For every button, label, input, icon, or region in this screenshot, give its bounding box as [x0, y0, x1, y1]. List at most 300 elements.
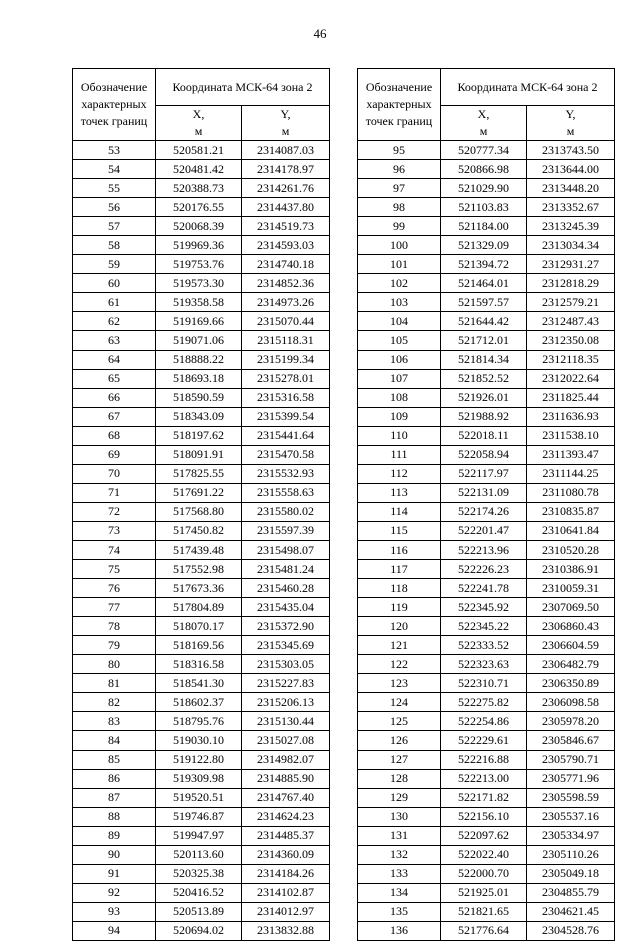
point-number-cell: 56 [73, 198, 156, 217]
table-row [358, 579, 615, 598]
header-point-label: Обозначение характерных точек границ [358, 69, 441, 141]
table-row [358, 769, 615, 788]
header-x-cell [441, 106, 527, 141]
point-number-cell: 127 [358, 750, 441, 769]
header-y-cell [527, 106, 615, 141]
y-coordinate-cell: 2305110.26 [527, 845, 615, 864]
point-number-cell: 83 [73, 712, 156, 731]
y-coordinate-cell: 2311393.47 [527, 445, 615, 464]
y-coordinate-cell: 2306604.59 [527, 636, 615, 655]
table-row [73, 464, 330, 483]
y-coordinate-cell: 2314767.40 [242, 788, 330, 807]
table-row [358, 179, 615, 198]
table-row [73, 693, 330, 712]
y-coordinate-cell: 2314852.36 [242, 274, 330, 293]
x-coordinate-cell: 522171.82 [441, 788, 527, 807]
point-number-cell: 135 [358, 902, 441, 921]
table-row [73, 350, 330, 369]
y-coordinate-cell: 2315481.24 [242, 560, 330, 579]
x-coordinate-cell: 522213.00 [441, 769, 527, 788]
table-row [73, 540, 330, 559]
table-row [73, 617, 330, 636]
y-coordinate-cell: 2313034.34 [527, 236, 615, 255]
table-row [358, 521, 615, 540]
y-coordinate-cell: 2315441.64 [242, 426, 330, 445]
table-body-left [73, 141, 330, 941]
table-row [358, 464, 615, 483]
x-coordinate-cell: 518602.37 [156, 693, 242, 712]
table-row [73, 426, 330, 445]
y-coordinate-cell: 2313832.88 [242, 921, 330, 940]
table-row [358, 407, 615, 426]
point-number-cell: 70 [73, 464, 156, 483]
x-coordinate-cell: 521184.00 [441, 217, 527, 236]
y-coordinate-cell: 2312487.43 [527, 312, 615, 331]
table-row [73, 369, 330, 388]
point-number-cell: 82 [73, 693, 156, 712]
table-row [358, 141, 615, 160]
y-coordinate-cell: 2311538.10 [527, 426, 615, 445]
point-number-cell: 78 [73, 617, 156, 636]
y-coordinate-cell: 2315372.90 [242, 617, 330, 636]
point-number-cell: 72 [73, 502, 156, 521]
table-row [73, 407, 330, 426]
y-coordinate-cell: 2304528.76 [527, 921, 615, 940]
y-coordinate-cell: 2314982.07 [242, 750, 330, 769]
y-coordinate-cell: 2310059.31 [527, 579, 615, 598]
point-number-cell: 69 [73, 445, 156, 464]
x-coordinate-cell: 518070.17 [156, 617, 242, 636]
y-coordinate-cell: 2304621.45 [527, 902, 615, 921]
table-row [73, 769, 330, 788]
x-coordinate-cell: 517552.98 [156, 560, 242, 579]
x-coordinate-cell: 519746.87 [156, 807, 242, 826]
point-number-cell: 85 [73, 750, 156, 769]
table-row [73, 674, 330, 693]
page-number: 46 [313, 26, 327, 41]
table-row [73, 750, 330, 769]
table-row [73, 826, 330, 845]
point-number-cell: 80 [73, 655, 156, 674]
x-coordinate-cell: 519030.10 [156, 731, 242, 750]
x-coordinate-cell: 521776.64 [441, 921, 527, 940]
table-row [358, 160, 615, 179]
point-number-cell: 76 [73, 579, 156, 598]
table-row [358, 445, 615, 464]
table-row [73, 312, 330, 331]
x-coordinate-cell: 520694.02 [156, 921, 242, 940]
table-row [358, 350, 615, 369]
x-coordinate-cell: 522275.82 [441, 693, 527, 712]
point-number-cell: 87 [73, 788, 156, 807]
x-coordinate-cell: 521103.83 [441, 198, 527, 217]
point-number-cell: 107 [358, 369, 441, 388]
table-row [358, 236, 615, 255]
x-coordinate-cell: 522254.86 [441, 712, 527, 731]
point-number-cell: 134 [358, 883, 441, 902]
y-coordinate-cell: 2315399.54 [242, 407, 330, 426]
y-coordinate-cell: 2314437.80 [242, 198, 330, 217]
x-coordinate-cell: 522345.22 [441, 617, 527, 636]
y-coordinate-cell: 2305978.20 [527, 712, 615, 731]
y-coordinate-cell: 2306482.79 [527, 655, 615, 674]
y-coordinate-cell: 2305049.18 [527, 864, 615, 883]
point-number-cell: 63 [73, 331, 156, 350]
y-coordinate-cell: 2315227.83 [242, 674, 330, 693]
x-coordinate-cell: 519969.36 [156, 236, 242, 255]
y-coordinate-cell: 2314184.26 [242, 864, 330, 883]
x-coordinate-cell: 517691.22 [156, 483, 242, 502]
x-coordinate-cell: 522117.97 [441, 464, 527, 483]
y-coordinate-cell: 2311825.44 [527, 388, 615, 407]
y-coordinate-cell: 2311144.25 [527, 464, 615, 483]
point-number-cell: 60 [73, 274, 156, 293]
x-coordinate-cell: 518091.91 [156, 445, 242, 464]
point-number-cell: 117 [358, 560, 441, 579]
x-coordinate-cell: 522241.78 [441, 579, 527, 598]
table-row [358, 598, 615, 617]
point-number-cell: 125 [358, 712, 441, 731]
y-coordinate-cell: 2314519.73 [242, 217, 330, 236]
y-coordinate-cell: 2315532.93 [242, 464, 330, 483]
point-number-cell: 65 [73, 369, 156, 388]
x-coordinate-cell: 520581.21 [156, 141, 242, 160]
x-coordinate-cell: 521394.72 [441, 255, 527, 274]
y-coordinate-cell: 2315345.69 [242, 636, 330, 655]
x-coordinate-cell: 521029.90 [441, 179, 527, 198]
y-coordinate-cell: 2314102.87 [242, 883, 330, 902]
header-point-label: Обозначение характерных точек границ [73, 69, 156, 141]
x-coordinate-cell: 521329.09 [441, 236, 527, 255]
x-coordinate-cell: 519753.76 [156, 255, 242, 274]
y-coordinate-cell: 2315118.31 [242, 331, 330, 350]
table-row [358, 883, 615, 902]
point-number-cell: 75 [73, 560, 156, 579]
x-coordinate-cell: 520866.98 [441, 160, 527, 179]
x-coordinate-cell: 522018.11 [441, 426, 527, 445]
point-number-cell: 129 [358, 788, 441, 807]
coordinates-table-left [72, 68, 330, 941]
x-coordinate-cell: 520513.89 [156, 902, 242, 921]
y-coordinate-cell: 2306350.89 [527, 674, 615, 693]
table-row [73, 560, 330, 579]
table-row [358, 540, 615, 559]
point-number-cell: 74 [73, 540, 156, 559]
y-coordinate-cell: 2315580.02 [242, 502, 330, 521]
x-coordinate-cell: 522000.70 [441, 864, 527, 883]
point-number-cell: 84 [73, 731, 156, 750]
table-row [358, 864, 615, 883]
point-number-cell: 119 [358, 598, 441, 617]
point-number-cell: 90 [73, 845, 156, 864]
y-coordinate-cell: 2313644.00 [527, 160, 615, 179]
y-coordinate-cell: 2307069.50 [527, 598, 615, 617]
table-row [358, 617, 615, 636]
x-coordinate-cell: 522229.61 [441, 731, 527, 750]
y-coordinate-cell: 2310520.28 [527, 540, 615, 559]
y-coordinate-cell: 2306098.58 [527, 693, 615, 712]
point-number-cell: 101 [358, 255, 441, 274]
table-row [358, 293, 615, 312]
x-coordinate-cell: 520481.42 [156, 160, 242, 179]
x-coordinate-cell: 518693.18 [156, 369, 242, 388]
table-row [73, 141, 330, 160]
table-row [358, 712, 615, 731]
x-coordinate-cell: 522022.40 [441, 845, 527, 864]
y-coordinate-cell: 2310641.84 [527, 521, 615, 540]
x-coordinate-cell: 517825.55 [156, 464, 242, 483]
table-row [358, 788, 615, 807]
y-coordinate-cell: 2314485.37 [242, 826, 330, 845]
x-coordinate-cell: 521464.01 [441, 274, 527, 293]
point-number-cell: 100 [358, 236, 441, 255]
y-coordinate-cell: 2306860.43 [527, 617, 615, 636]
table-row [358, 655, 615, 674]
table-row [73, 521, 330, 540]
table-row [358, 921, 615, 940]
table-row [73, 807, 330, 826]
table-row [358, 217, 615, 236]
table-row [358, 426, 615, 445]
table-row [358, 636, 615, 655]
x-coordinate-cell: 517439.48 [156, 540, 242, 559]
table-row [73, 845, 330, 864]
table-row [358, 845, 615, 864]
x-coordinate-cell: 521988.92 [441, 407, 527, 426]
x-coordinate-cell: 522333.52 [441, 636, 527, 655]
point-number-cell: 106 [358, 350, 441, 369]
table-row [73, 217, 330, 236]
x-coordinate-cell: 521821.65 [441, 902, 527, 921]
point-number-cell: 96 [358, 160, 441, 179]
x-coordinate-cell: 518590.59 [156, 388, 242, 407]
table-row [73, 160, 330, 179]
x-coordinate-cell: 519358.58 [156, 293, 242, 312]
header-x-label: X, [477, 107, 490, 121]
table-row [73, 255, 330, 274]
point-number-cell: 59 [73, 255, 156, 274]
x-coordinate-cell: 521926.01 [441, 388, 527, 407]
table-row [358, 255, 615, 274]
table-row [73, 502, 330, 521]
point-number-cell: 128 [358, 769, 441, 788]
y-coordinate-cell: 2312579.21 [527, 293, 615, 312]
point-number-cell: 110 [358, 426, 441, 445]
table-row [358, 369, 615, 388]
y-coordinate-cell: 2314885.90 [242, 769, 330, 788]
x-coordinate-cell: 520388.73 [156, 179, 242, 198]
point-number-cell: 136 [358, 921, 441, 940]
table-row [358, 826, 615, 845]
point-number-cell: 131 [358, 826, 441, 845]
point-number-cell: 93 [73, 902, 156, 921]
point-number-cell: 122 [358, 655, 441, 674]
x-coordinate-cell: 522097.62 [441, 826, 527, 845]
y-coordinate-cell: 2315558.63 [242, 483, 330, 502]
x-coordinate-cell: 519520.51 [156, 788, 242, 807]
table-row [73, 712, 330, 731]
x-coordinate-cell: 521644.42 [441, 312, 527, 331]
table-row [73, 579, 330, 598]
y-coordinate-cell: 2314624.23 [242, 807, 330, 826]
x-coordinate-cell: 522345.92 [441, 598, 527, 617]
y-coordinate-cell: 2315206.13 [242, 693, 330, 712]
x-coordinate-cell: 519309.98 [156, 769, 242, 788]
x-coordinate-cell: 518541.30 [156, 674, 242, 693]
y-coordinate-cell: 2315070.44 [242, 312, 330, 331]
y-coordinate-cell: 2314973.26 [242, 293, 330, 312]
y-coordinate-cell: 2314261.76 [242, 179, 330, 198]
header-coordinate-label: Координата МСК-64 зона 2 [441, 69, 615, 106]
table-row [73, 636, 330, 655]
y-coordinate-cell: 2315597.39 [242, 521, 330, 540]
x-coordinate-cell: 519573.30 [156, 274, 242, 293]
x-coordinate-cell: 520416.52 [156, 883, 242, 902]
header-y-label: Y, [565, 107, 576, 121]
x-coordinate-cell: 518795.76 [156, 712, 242, 731]
header-x-cell [156, 106, 242, 141]
y-coordinate-cell: 2314178.97 [242, 160, 330, 179]
point-number-cell: 92 [73, 883, 156, 902]
table-row [73, 921, 330, 940]
table-row [73, 788, 330, 807]
y-coordinate-cell: 2313352.67 [527, 198, 615, 217]
coordinates-table-right [357, 68, 615, 941]
point-number-cell: 89 [73, 826, 156, 845]
table-row [358, 388, 615, 407]
point-number-cell: 91 [73, 864, 156, 883]
x-coordinate-cell: 520068.39 [156, 217, 242, 236]
table-row [73, 274, 330, 293]
table-row [73, 388, 330, 407]
point-number-cell: 79 [73, 636, 156, 655]
y-coordinate-cell: 2315498.07 [242, 540, 330, 559]
header-x-unit: м [479, 124, 488, 138]
point-number-cell: 77 [73, 598, 156, 617]
y-coordinate-cell: 2315470.58 [242, 445, 330, 464]
table-row [73, 236, 330, 255]
y-coordinate-cell: 2310386.91 [527, 560, 615, 579]
header-y-label: Y, [280, 107, 291, 121]
x-coordinate-cell: 522156.10 [441, 807, 527, 826]
x-coordinate-cell: 518197.62 [156, 426, 242, 445]
table-row [358, 312, 615, 331]
table-row [73, 731, 330, 750]
y-coordinate-cell: 2305334.97 [527, 826, 615, 845]
table-row [358, 502, 615, 521]
point-number-cell: 114 [358, 502, 441, 521]
point-number-cell: 81 [73, 674, 156, 693]
header-y-cell [242, 106, 330, 141]
x-coordinate-cell: 517804.89 [156, 598, 242, 617]
point-number-cell: 105 [358, 331, 441, 350]
point-number-cell: 88 [73, 807, 156, 826]
point-number-cell: 67 [73, 407, 156, 426]
x-coordinate-cell: 517568.80 [156, 502, 242, 521]
table-row [358, 331, 615, 350]
table-row [358, 483, 615, 502]
point-number-cell: 57 [73, 217, 156, 236]
table-row [73, 179, 330, 198]
point-number-cell: 97 [358, 179, 441, 198]
x-coordinate-cell: 521925.01 [441, 883, 527, 902]
header-y-unit: м [566, 124, 575, 138]
x-coordinate-cell: 519947.97 [156, 826, 242, 845]
y-coordinate-cell: 2312818.29 [527, 274, 615, 293]
y-coordinate-cell: 2313245.39 [527, 217, 615, 236]
table-row [73, 883, 330, 902]
table-row [73, 445, 330, 464]
point-number-cell: 130 [358, 807, 441, 826]
point-number-cell: 121 [358, 636, 441, 655]
table-row [73, 902, 330, 921]
point-number-cell: 53 [73, 141, 156, 160]
table-row [358, 807, 615, 826]
point-number-cell: 116 [358, 540, 441, 559]
x-coordinate-cell: 522131.09 [441, 483, 527, 502]
y-coordinate-cell: 2305537.16 [527, 807, 615, 826]
x-coordinate-cell: 520113.60 [156, 845, 242, 864]
y-coordinate-cell: 2314012.97 [242, 902, 330, 921]
point-number-cell: 123 [358, 674, 441, 693]
table-row [73, 655, 330, 674]
point-number-cell: 94 [73, 921, 156, 940]
point-number-cell: 124 [358, 693, 441, 712]
table-row [358, 274, 615, 293]
header-coordinate-label: Координата МСК-64 зона 2 [156, 69, 330, 106]
point-number-cell: 115 [358, 521, 441, 540]
point-number-cell: 98 [358, 198, 441, 217]
point-number-cell: 120 [358, 617, 441, 636]
y-coordinate-cell: 2315303.05 [242, 655, 330, 674]
table-row [358, 560, 615, 579]
y-coordinate-cell: 2314360.09 [242, 845, 330, 864]
table-row [73, 198, 330, 217]
x-coordinate-cell: 521814.34 [441, 350, 527, 369]
table-row [358, 674, 615, 693]
y-coordinate-cell: 2315027.08 [242, 731, 330, 750]
y-coordinate-cell: 2315460.28 [242, 579, 330, 598]
point-number-cell: 104 [358, 312, 441, 331]
point-number-cell: 103 [358, 293, 441, 312]
y-coordinate-cell: 2304855.79 [527, 883, 615, 902]
table-row [73, 331, 330, 350]
y-coordinate-cell: 2315130.44 [242, 712, 330, 731]
point-number-cell: 54 [73, 160, 156, 179]
point-number-cell: 102 [358, 274, 441, 293]
table-row [358, 693, 615, 712]
y-coordinate-cell: 2313743.50 [527, 141, 615, 160]
point-number-cell: 86 [73, 769, 156, 788]
header-x-unit: м [194, 124, 203, 138]
point-number-cell: 112 [358, 464, 441, 483]
x-coordinate-cell: 522058.94 [441, 445, 527, 464]
y-coordinate-cell: 2314087.03 [242, 141, 330, 160]
y-coordinate-cell: 2305846.67 [527, 731, 615, 750]
y-coordinate-cell: 2315199.34 [242, 350, 330, 369]
table-row [73, 598, 330, 617]
x-coordinate-cell: 521597.57 [441, 293, 527, 312]
x-coordinate-cell: 517450.82 [156, 521, 242, 540]
header-y-unit: м [281, 124, 290, 138]
point-number-cell: 133 [358, 864, 441, 883]
x-coordinate-cell: 518316.58 [156, 655, 242, 674]
y-coordinate-cell: 2305790.71 [527, 750, 615, 769]
table-row [358, 198, 615, 217]
y-coordinate-cell: 2315435.04 [242, 598, 330, 617]
y-coordinate-cell: 2315316.58 [242, 388, 330, 407]
x-coordinate-cell: 520176.55 [156, 198, 242, 217]
